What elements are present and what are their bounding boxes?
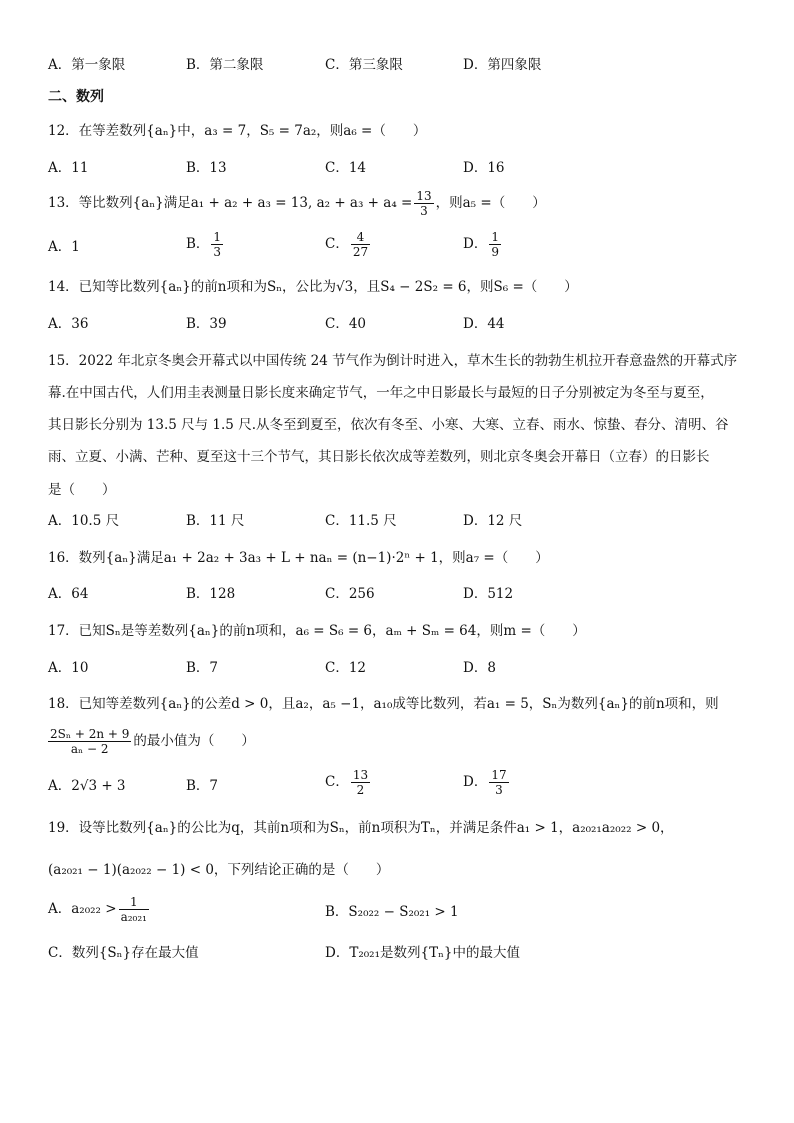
q18-option-d-frac [489,768,508,797]
q12-options [48,158,748,182]
q19-option-a-frac [119,895,149,924]
q15-line-1: 15．2022 年北京冬奥会开幕式以中国传统 24 节气作为倒计时进入，草木生长的勃勃生机拉开春意盎然的开幕式序 [48,353,738,369]
q13-options [48,230,748,264]
q17-option-a: A．10 [48,660,89,676]
q15-line-3: 其日影长分别为 13.5 尺与 1.5 尺.从冬至到夏至，依次有冬至、小寒、大寒、立春、雨水、惊蛰、春分、清明、谷 [48,417,729,433]
q15-options [48,511,748,535]
q17-options [48,658,748,682]
q18-option-a: A．2√3 + 3 [48,778,126,794]
q14-options [48,314,748,338]
q13-fraction [414,189,433,218]
q12-option-b: B．13 [186,160,227,176]
q19-option-a-num: 1 [119,895,149,910]
q18-options [48,768,748,802]
q18-option-c-den: 2 [356,783,365,797]
q18-fraction-den: aₙ − 2 [70,742,109,756]
q18-option-c-frac [351,768,370,797]
q11-option-b: B．第二象限 [186,57,264,73]
q13-stem-post: ，则a₅ =（ ） [435,195,546,211]
q17-option-c: C．12 [325,660,367,676]
q18-stem-line2 [48,724,255,758]
q13-option-b [186,230,225,259]
q12-option-d: D．16 [463,160,505,176]
q18-stem-line1: 18．已知等差数列{aₙ}的公差d > 0，且a₂，a₅ −1，a₁₀成等比数列，若a₁ = 5，Sₙ为数列{aₙ}的前n项和，则 [48,696,719,712]
q15-line-4: 雨、立夏、小满、芒种、夏至这十三个节气，其日影长依次成等差数列，则北京冬奥会开幕日（立春）的日影长 [48,449,710,465]
q17-option-b: B．7 [186,660,219,676]
q13-option-c-den: 27 [352,245,369,259]
q16-option-b: B．128 [186,586,236,602]
q18-fraction [48,727,131,756]
q13-option-d [463,230,503,259]
q13-option-c-frac [351,230,370,259]
q16-options [48,584,748,608]
q14-option-c: C．40 [325,316,367,332]
q19-option-a-den: a₂₀₂₁ [120,910,147,924]
q19-option-b: B．S₂₀₂₂ − S₂₀₂₁ > 1 [325,904,459,920]
q13-option-d-frac [489,230,501,259]
q15-option-c: C．11.5 尺 [325,513,397,529]
q19-options-row2 [48,943,748,967]
q13-option-d-num: 1 [491,230,499,244]
q16-stem: 16．数列{aₙ}满足a₁ + 2a₂ + 3a₃ + L + naₙ = (n−1)·2ⁿ + 1，则a₇ =（ ） [48,550,549,566]
q12-option-a: A．11 [48,160,89,176]
q18-option-d-den: 3 [495,783,503,797]
q13-stem [48,186,546,220]
q19-option-d: D．T₂₀₂₁是数列{Tₙ}中的最大值 [325,945,520,961]
q13-option-b-num: 1 [213,230,222,244]
q13-option-b-den: 3 [213,245,222,259]
q19-option-a-pre: A．a₂₀₂₂ > [48,901,117,917]
q18-option-d-label: D． [463,774,488,790]
q18-option-c-num: 13 [352,768,369,782]
q18-option-b: B．7 [186,778,219,794]
q18-option-c [325,768,372,797]
q13-fraction-den: 3 [420,204,428,218]
q12-stem: 12．在等差数列{aₙ}中，a₃ = 7，S₅ = 7a₂，则a₆ =（ ） [48,123,427,139]
q14-option-b: B．39 [186,316,227,332]
q18-stem-post: 的最小值为（ ） [133,733,255,749]
section-title: 二、数列 [48,89,104,105]
q18-option-d [463,768,511,797]
q13-option-d-den: 9 [491,245,499,259]
q18-option-d-num: 17 [491,768,507,782]
q13-option-c [325,230,372,259]
q11-option-d: D．第四象限 [463,57,542,73]
q14-option-d: D．44 [463,316,505,332]
q19-stem-line2: (a₂₀₂₁ − 1)(a₂₀₂₂ − 1) < 0，下列结论正确的是（ ） [48,862,390,878]
q13-fraction-num: 13 [416,189,432,203]
q13-option-b-label: B． [186,236,210,252]
q13-option-d-label: D． [463,236,488,252]
q15-line-2: 幕.在中国古代，人们用圭表测量日影长度来确定节气，一年之中日影最长与最短的日子分别被定为冬至与夏至， [48,385,714,401]
q13-option-b-frac [211,230,223,259]
q15-option-d: D．12 尺 [463,513,523,529]
q14-stem: 14．已知等比数列{aₙ}的前n项和为Sₙ，公比为√3，且S₄ − 2S₂ = 6，则S₆ =（ ） [48,279,578,295]
q15-line-5: 是（ ） [48,482,116,498]
q19-option-c: C．数列{Sₙ}存在最大值 [48,945,199,961]
q19-option-a [48,895,151,924]
q15-option-b: B．11 尺 [186,513,245,529]
q19-stem-line1: 19．设等比数列{aₙ}的公比为q，其前n项和为Sₙ，前n项积为Tₙ，并满足条件a₁ > 1，a₂₀₂₁a₂₀₂₂ > 0， [48,820,674,836]
q17-stem: 17．已知Sₙ是等差数列{aₙ}的前n项和，a₆ = S₆ = 6，aₘ + Sₘ = 64，则m =（ ） [48,623,586,639]
q11-option-a: A．第一象限 [48,57,126,73]
q13-option-c-label: C． [325,236,349,252]
q14-option-a: A．36 [48,316,89,332]
q11-option-c: C．第三象限 [325,57,403,73]
q13-stem-pre: 13．等比数列{aₙ}满足a₁ + a₂ + a₃ = 13, a₂ + a₃ + a₄ = [48,195,413,211]
q18-option-c-label: C． [325,774,349,790]
q12-option-c: C．14 [325,160,367,176]
q16-option-a: A．64 [48,586,89,602]
q19-options-row1 [48,895,748,929]
q13-option-c-num: 4 [351,230,370,245]
q16-option-d: D．512 [463,586,514,602]
q15-option-a: A．10.5 尺 [48,513,120,529]
q18-fraction-num: 2Sₙ + 2n + 9 [50,727,130,741]
q11-options [48,55,748,79]
q16-option-c: C．256 [325,586,375,602]
q13-option-a: A．1 [48,239,80,255]
q17-option-d: D．8 [463,660,496,676]
